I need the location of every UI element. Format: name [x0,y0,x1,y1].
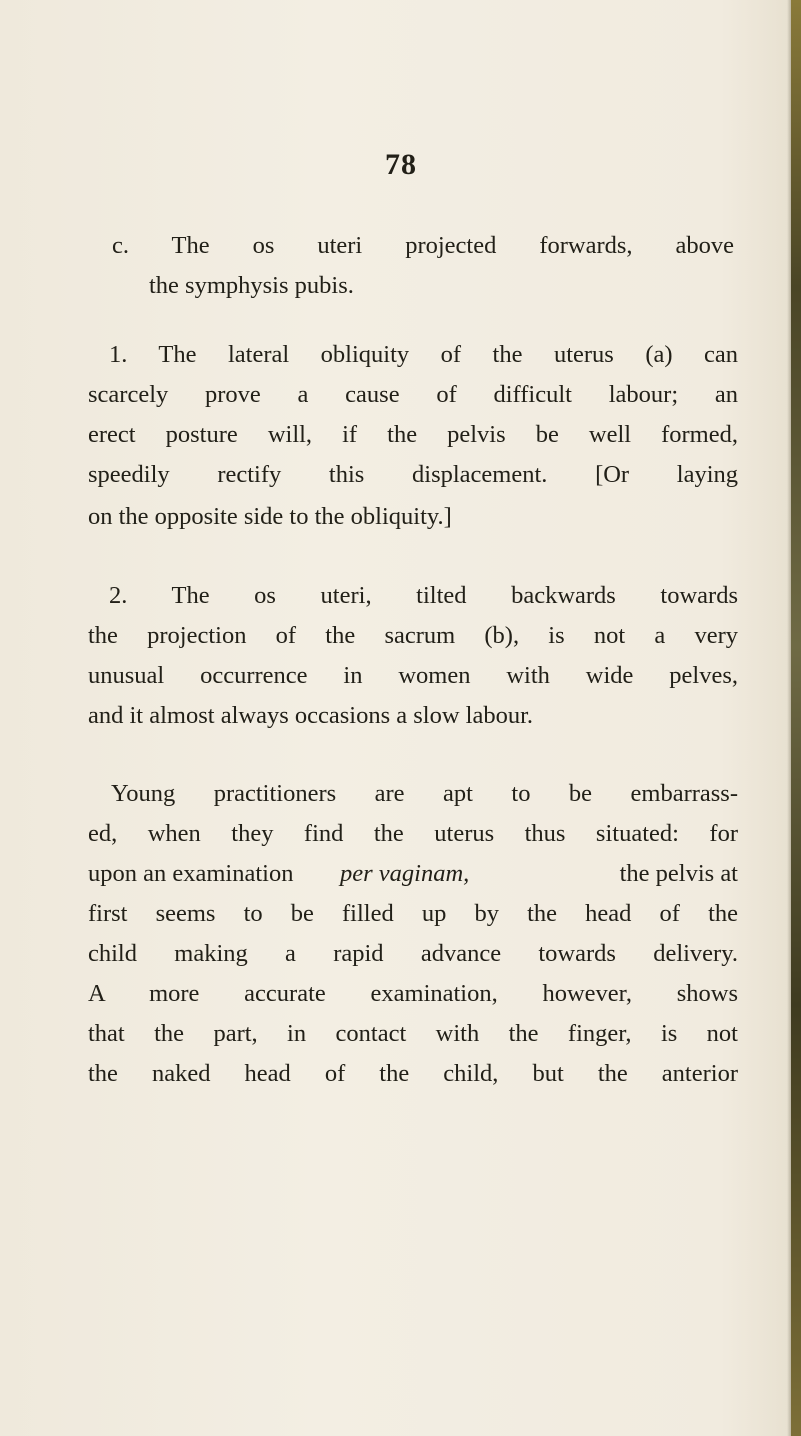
paragraph-line: child making a rapid advance towards delivery. [88,940,738,967]
italic-phrase: per vaginam, [340,860,470,887]
paragraph-line: ed, when they find the uterus thus situated: for [88,820,738,847]
paragraph-line: first seems to be filled up by the head of the [88,900,738,927]
paragraph-line: 2. The os uteri, tilted backwards towards [109,582,738,609]
paragraph-line: scarcely prove a cause of difficult labour; an [88,381,738,408]
paragraph-line-segment: upon an examination [88,860,294,887]
page-edge-binding [791,0,801,1436]
paragraph-line: on the opposite side to the obliquity.] [88,503,452,530]
paragraph-line: Young practitioners are apt to be embarrass- [111,780,738,807]
paragraph-line: the symphysis pubis. [149,272,354,299]
paragraph-line: A more accurate examination, however, shows [88,980,738,1007]
paragraph-line: 1. The lateral obliquity of the uterus (a) can [109,341,738,368]
paragraph-line-segment: the pelvis at [619,860,738,887]
paragraph-line: erect posture will, if the pelvis be well formed, [88,421,738,448]
paragraph-line: speedily rectify this displacement. [Or laying [88,461,738,488]
paragraph-line: c. The os uteri projected forwards, above [112,232,734,259]
paragraph-line: that the part, in contact with the finger, is not [88,1020,738,1047]
page-number: 78 [385,148,417,181]
paragraph-line: and it almost always occasions a slow labour. [88,702,533,729]
paragraph-line: the projection of the sacrum (b), is not a very [88,622,738,649]
paragraph-line: unusual occurrence in women with wide pelves, [88,662,738,689]
paragraph-line: the naked head of the child, but the anterior [88,1060,738,1087]
